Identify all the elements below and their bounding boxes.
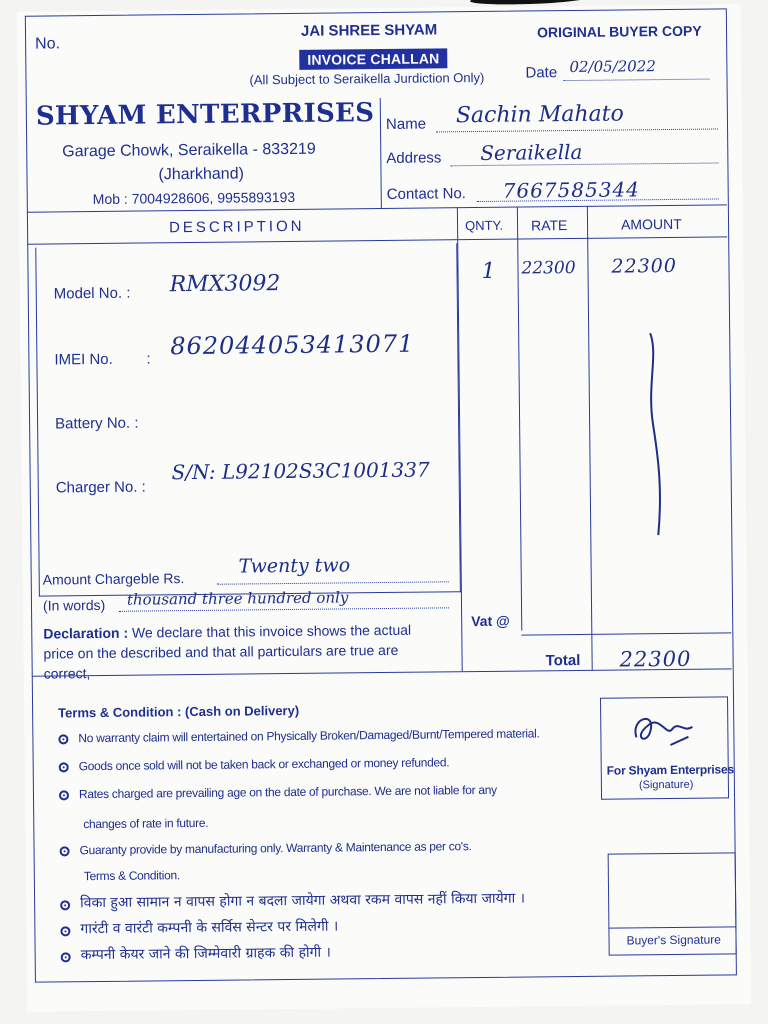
amount-strike-mark: [632, 325, 674, 545]
charger-value: S/N: L92102S3C1001337: [171, 457, 430, 485]
in-words-label: (In words): [42, 596, 106, 614]
company-address: Garage Chowk, Seraikella - 833219: [62, 140, 316, 161]
declaration-prefix: Declaration :: [43, 624, 129, 642]
buyer-signature-label: Buyer's Signature: [626, 932, 721, 948]
terms-bullet-7: [61, 952, 71, 962]
declaration-text-1: We declare that this invoice shows the actual: [131, 621, 412, 641]
column-description: DESCRIPTION: [168, 217, 305, 237]
terms-bullet-5: [60, 900, 70, 910]
terms-item-2: Goods once sold will not be taken back or exchanged or money refunded.: [78, 755, 450, 774]
amount-words-value1: Twenty two: [238, 554, 351, 578]
buyer-address-label: Address: [386, 149, 442, 167]
company-mobile: Mob : 7004928606, 9955893193: [92, 188, 296, 208]
terms-item-3: Rates charged are prevailing age on the date of purchase. We are not liable for any: [78, 782, 497, 802]
date-value: 02/05/2022: [569, 57, 656, 77]
date-label: Date: [525, 64, 558, 82]
buyer-name-label: Name: [385, 115, 427, 133]
amount-words-value2: thousand three hundred only: [126, 588, 349, 609]
amount-value: 22300: [611, 254, 678, 278]
terms-bullet-4: [60, 846, 70, 856]
seller-signature-sub: (Signature): [638, 778, 694, 792]
terms-item-hindi-2: गारंटी व वारंटी कम्पनी के सर्विस सेन्टर पर मिलेगी ।: [80, 918, 339, 938]
jurisdiction-note: (All Subject to Seraikella Jurdiction Only): [249, 69, 485, 88]
vat-label: Vat @: [471, 612, 510, 630]
charger-label: Charger No. :: [55, 478, 146, 497]
invoice-number-label: No.: [35, 35, 61, 53]
terms-item-3-continued: changes of rate in future.: [83, 815, 209, 832]
imei-label: IMEI No.: [54, 350, 113, 369]
copy-type: ORIGINAL BUYER COPY: [536, 22, 702, 41]
battery-label: Battery No. :: [55, 414, 139, 433]
seller-signature-label: For Shyam Enterprises: [606, 762, 735, 778]
tagline: JAI SHREE SHYAM: [300, 21, 438, 40]
column-rate: RATE: [530, 217, 568, 234]
terms-heading: Terms & Condition : (Cash on Delivery): [58, 702, 300, 721]
terms-item-hindi-3: कम्पनी केयर जाने की जिम्मेवारी ग्राहक की होगी ।: [80, 944, 331, 964]
terms-item-1: No warranty claim will entertained on Physically Broken/Damaged/Burnt/Tempered material.: [78, 726, 540, 746]
buyer-contact-value: 7667585344: [502, 177, 641, 203]
qty-value: 1: [481, 258, 496, 284]
buyer-contact-label: Contact No.: [386, 185, 467, 203]
company-state: (Jharkhand): [158, 165, 244, 184]
column-qty: QNTY.: [464, 217, 504, 234]
rate-value: 22300: [521, 257, 576, 279]
buyer-address-value: Seraikella: [480, 139, 583, 165]
terms-bullet-2: [59, 762, 69, 772]
declaration-line-3: correct,: [43, 665, 91, 682]
declaration-line-2: price on the described and that all particulars are true are: [43, 641, 399, 662]
model-value: RMX3092: [169, 271, 281, 298]
terms-bullet-6: [60, 926, 70, 936]
imei-colon: :: [146, 350, 151, 368]
total-value: 22300: [619, 646, 692, 672]
amount-chargeable-label: Amount Chargeble Rs.: [42, 570, 185, 588]
imei-value: 862044053413071: [170, 329, 415, 361]
seller-signature: [626, 707, 707, 758]
terms-bullet-3: [59, 790, 69, 800]
terms-bullet-1: [58, 734, 68, 744]
terms-item-4-continued: Terms & Condition.: [83, 868, 180, 884]
invoice-challan-badge: INVOICE CHALLAN: [299, 48, 447, 70]
column-amount: AMOUNT: [620, 215, 682, 233]
terms-item-hindi-1: विका हुआ सामान न वापस होगा न बदला जायेगा अथवा रकम वापस नहीं किया जायेगा ।: [80, 890, 526, 912]
buyer-name-value: Sachin Mahato: [455, 101, 624, 129]
company-name: SHYAM ENTERPRISES: [35, 98, 375, 132]
total-label: Total: [545, 651, 581, 670]
model-label: Model No. :: [53, 284, 131, 303]
terms-item-4: Guaranty provide by manufacturing only. Warranty & Maintenance as per co's.: [79, 839, 472, 858]
invoice-paper: [17, 4, 751, 1012]
